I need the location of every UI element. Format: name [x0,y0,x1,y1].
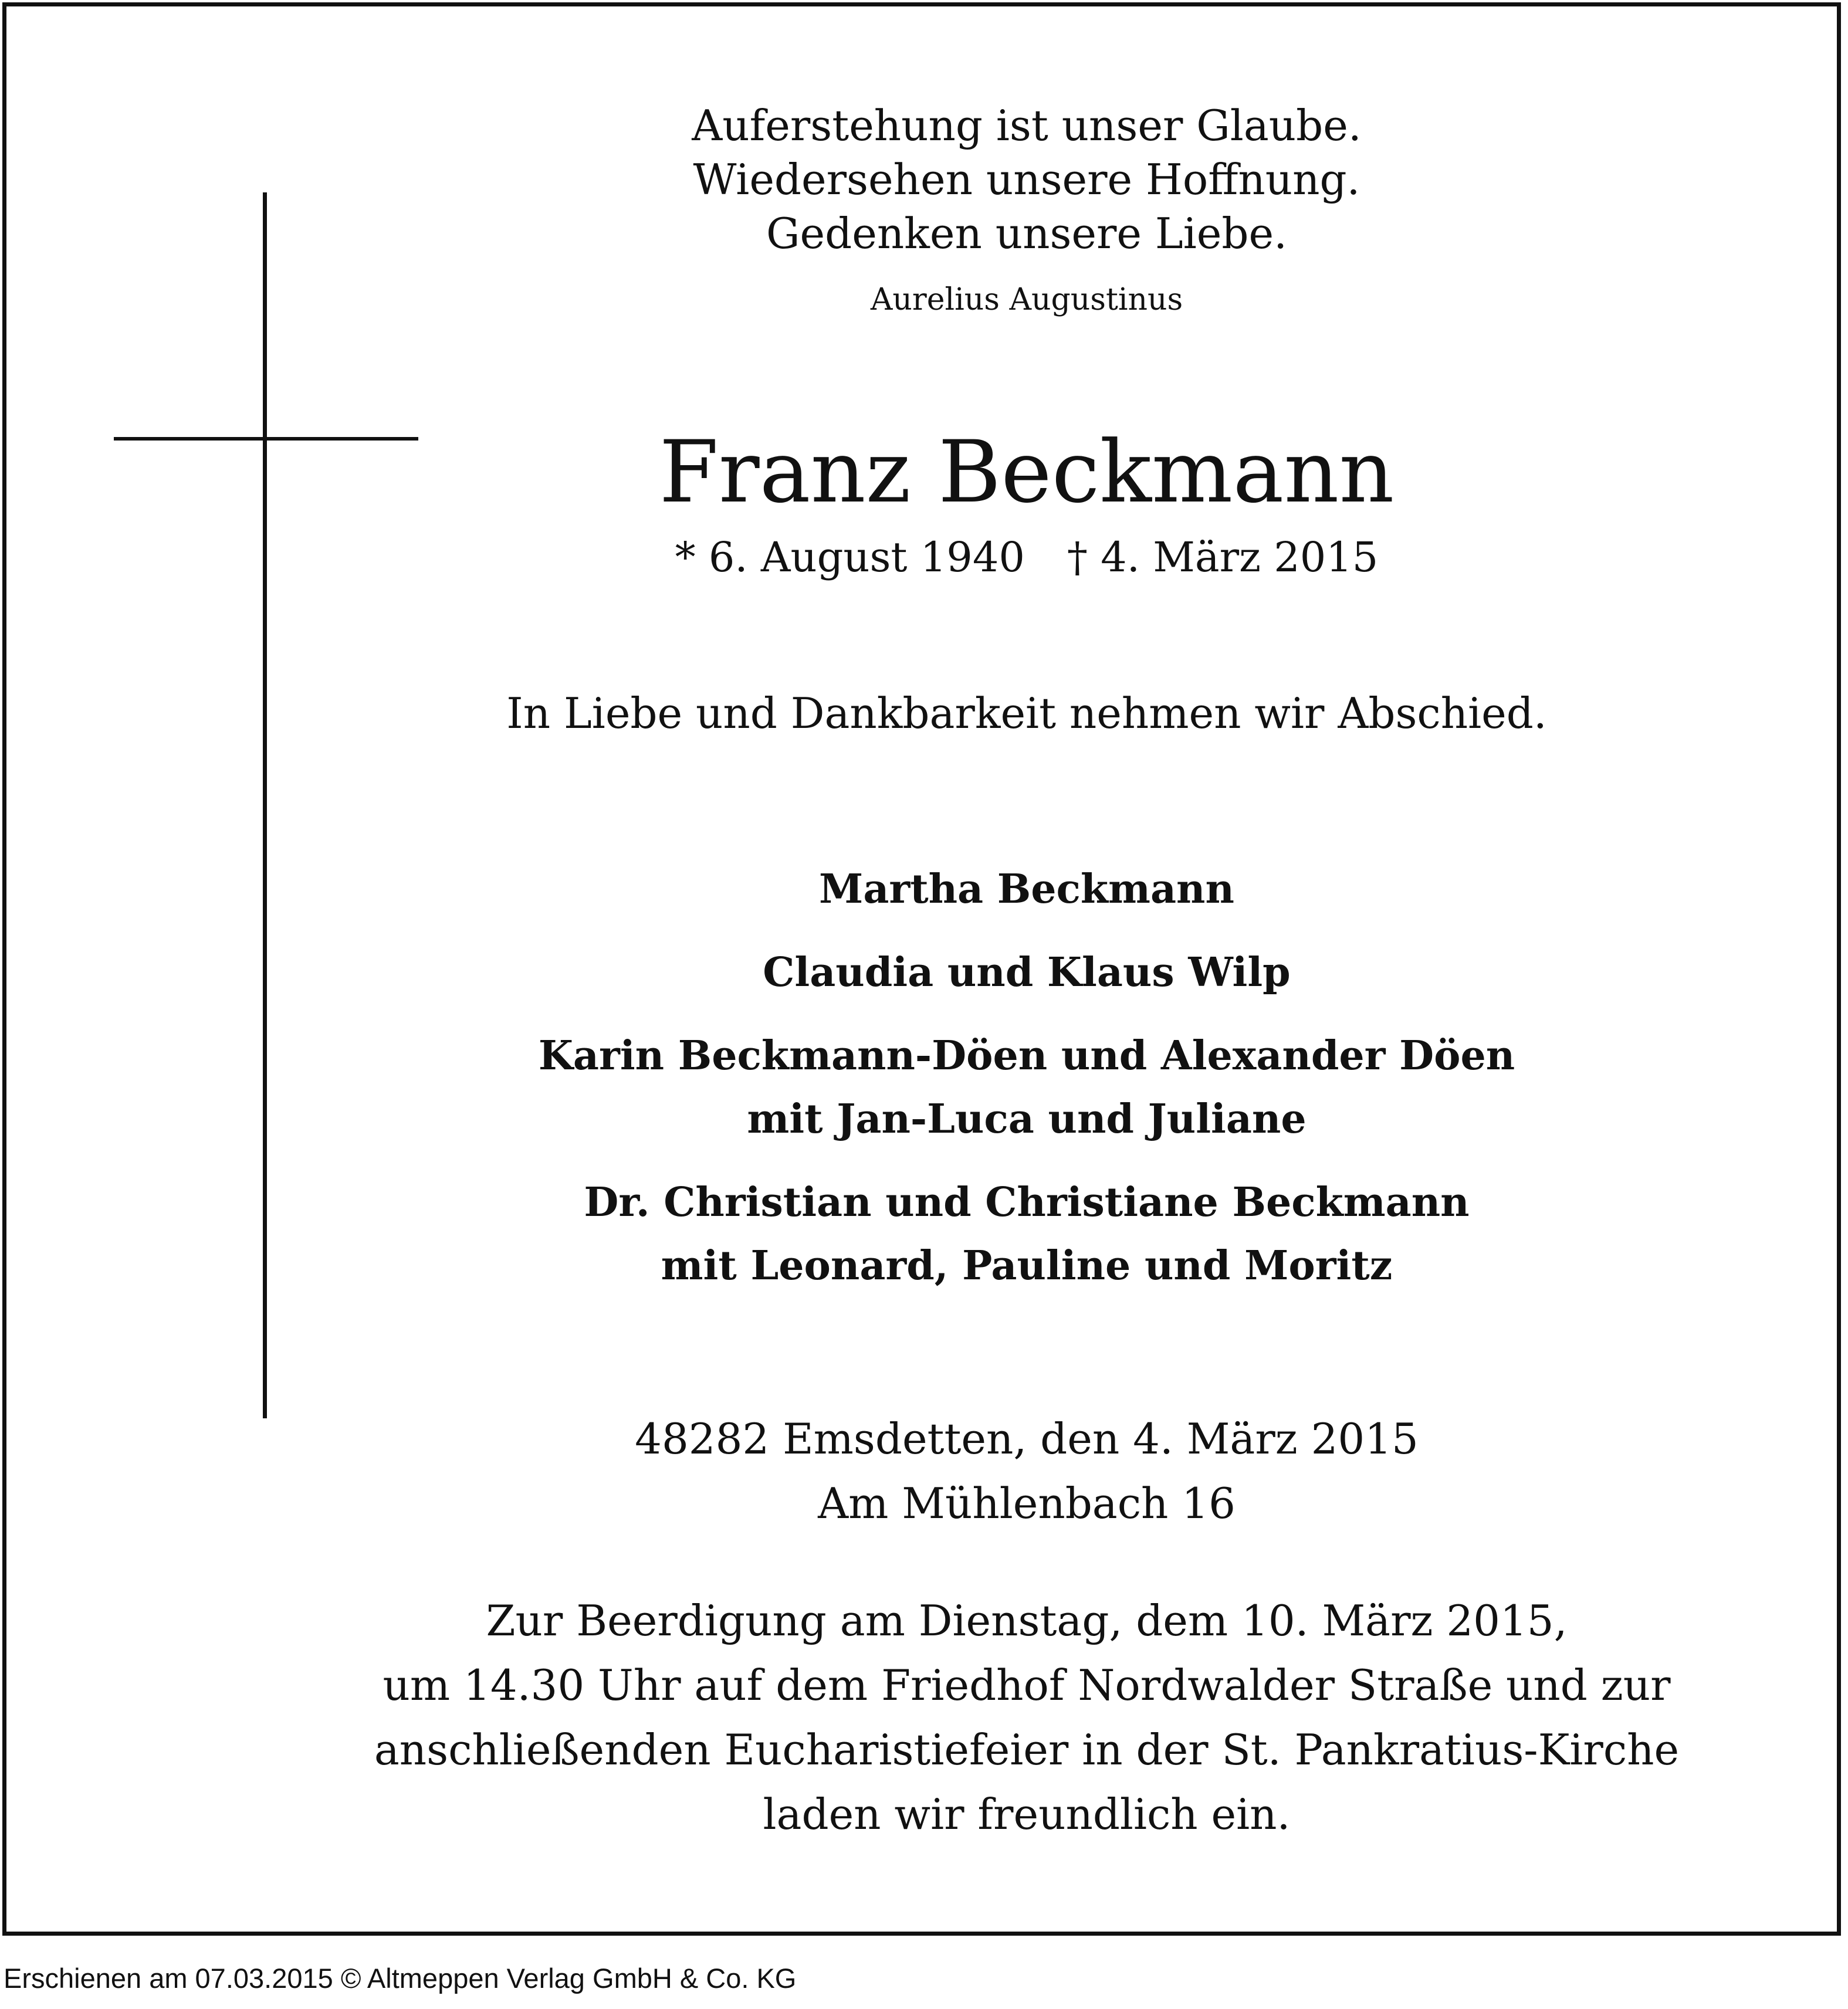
mourner-name: mit Jan-Luca und Juliane [747,1096,1307,1143]
motto-author: Aurelius Augustinus [870,282,1183,317]
mourner-name: Claudia und Klaus Wilp [763,949,1291,996]
funeral-line: um 14.30 Uhr auf dem Friedhof Nordwalder Straße und zur [383,1661,1671,1710]
farewell-text: In Liebe und Dankbarkeit nehmen wir Abschied. [506,689,1547,738]
place-date: 48282 Emsdetten, den 4. März 2015 [635,1414,1419,1463]
deceased-name: Franz Beckmann [659,422,1395,522]
address-block [352,1407,1701,1536]
motto-line: Wiedersehen unsere Hoffnung. [693,155,1360,204]
mourner-group [352,1024,1701,1151]
funeral-line: Zur Beerdigung am Dienstag, dem 10. März 2015, [486,1596,1568,1645]
motto-line: Gedenken unsere Liebe. [766,209,1287,258]
cross-icon [263,192,267,1418]
death-date: † 4. März 2015 [1067,533,1379,581]
motto-line: Auferstehung ist unser Glaube. [692,101,1362,150]
mourner-name: Dr. Christian und Christiane Beckmann [584,1179,1470,1226]
funeral-info [352,1588,1701,1847]
funeral-line: anschließenden Eucharistiefeier in der St. Pankratius-Kirche [374,1725,1680,1774]
mourners-list [352,858,1701,1317]
mourner-name: mit Leonard, Pauline und Moritz [661,1242,1393,1289]
mourner-group [352,1171,1701,1297]
life-dates [352,531,1701,584]
publication-footer: Erschienen am 07.03.2015 © Altmeppen Verlag GmbH & Co. KG [4,1963,797,1994]
mourner-group [352,858,1701,921]
funeral-line: laden wir freundlich ein. [763,1790,1291,1839]
street-address: Am Mühlenbach 16 [818,1479,1236,1528]
mourner-name: Karin Beckmann-Döen und Alexander Döen [538,1032,1515,1079]
mourner-group [352,941,1701,1004]
mourner-name: Martha Beckmann [819,866,1234,913]
motto-quote [352,99,1701,260]
birth-date: * 6. August 1940 [675,533,1025,581]
